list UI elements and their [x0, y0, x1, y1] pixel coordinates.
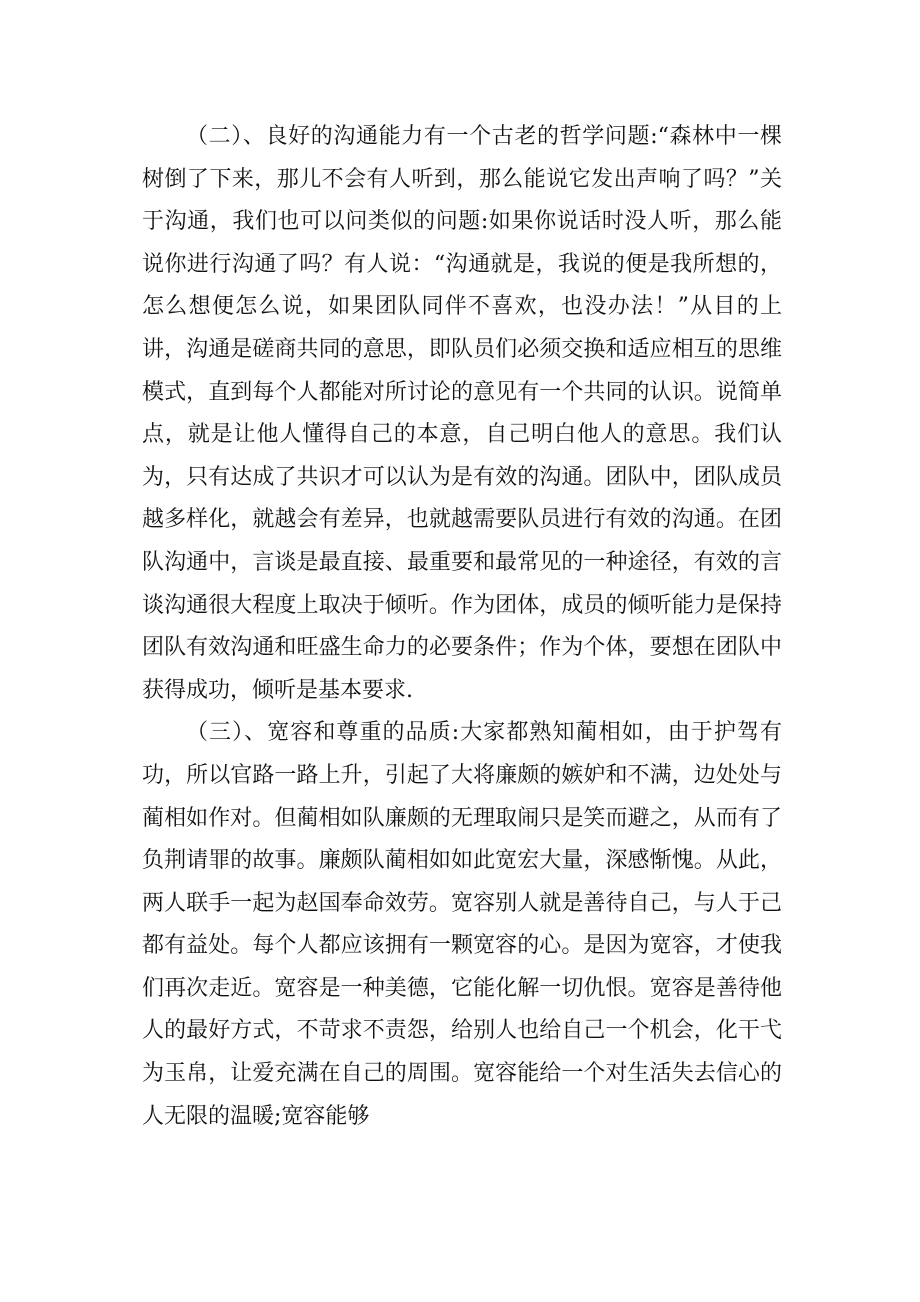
document-page	[142, 116, 782, 1138]
paragraph-communication: （二）、良好的沟通能力有一个古老的哲学问题:“森林中一棵树倒了下来，那儿不会有人听到，那么能说它发出声响了吗？”关于沟通，我们也可以问类似的问题:如果你说话时没人听，那么能说你进行沟通了吗？有人说：“沟通就是，我说的便是我所想的，怎么想便怎么说，如果团队同伴不喜欢，也没办法！”从目的上讲，沟通是磋商共同的意思，即队员们必须交换和适应相互的思维模式，直到每个人都能对所讨论的意见有一个共同的认识。说简单点，就是让他人懂得自己的本意，自己明白他人的意思。我们认为，只有达成了共识才可以认为是有效的沟通。团队中，团队成员越多样化，就越会有差异，也就越需要队员进行有效的沟通。在团队沟通中，言谈是最直接、最重要和最常见的一种途径，有效的言谈沟通很大程度上取决于倾听。作为团体，成员的倾听能力是保持团队有效沟通和旺盛生命力的必要条件；作为个体，要想在团队中获得成功，倾听是基本要求.	[142, 124, 782, 703]
paragraph-tolerance: （三）、宽容和尊重的品质:大家都熟知蔺相如，由于护驾有功，所以官路一路上升，引起了大将廉颇的嫉妒和不满，边处处与蔺相如作对。但蔺相如队廉颇的无理取闹只是笑而避之，从而有了负荆请罪的故事。廉颇队蔺相如如此宽宏大量，深感惭愧。从此，两人联手一起为赵国奉命效劳。宽容别人就是善待自己，与人于己都有益处。每个人都应该拥有一颗宽容的心。是因为宽容，才使我们再次走近。宽容是一种美德，它能化解一切仇恨。宽容是善待他人的最好方式，不苛求不责怨，给别人也给自己一个机会，化干弋为玉帛，让爱充满在自己的周围。宽容能给一个对生活失去信心的人无限的温暖;宽容能够	[142, 720, 782, 1129]
